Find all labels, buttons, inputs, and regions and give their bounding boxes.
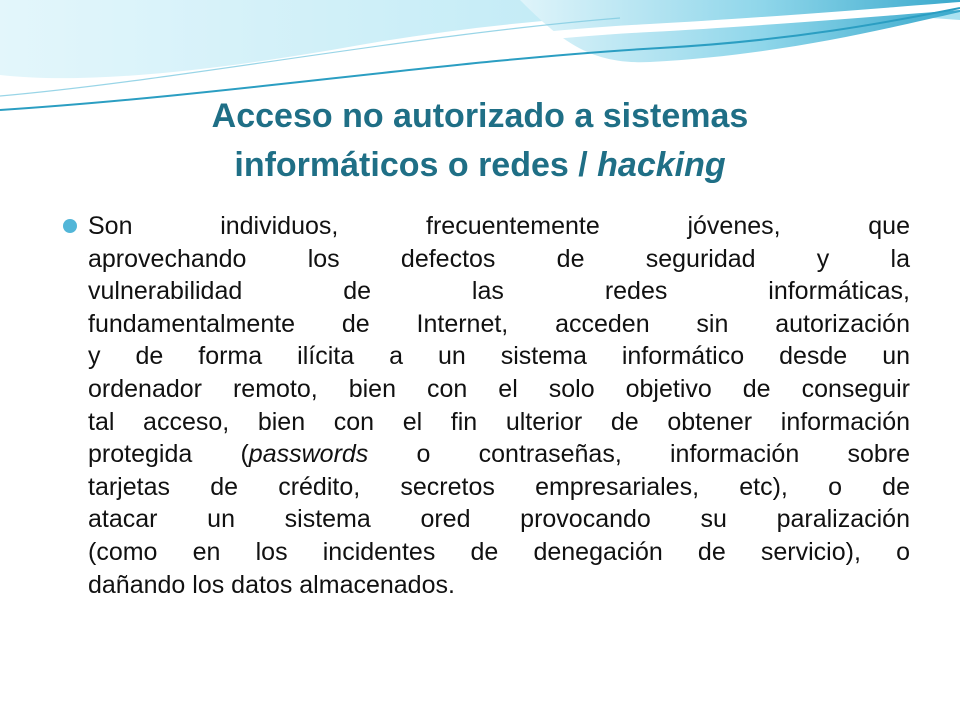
title-line-1: Acceso no autorizado a sistemas <box>211 97 749 135</box>
title-line-2-text: informáticos o redes / <box>234 146 598 184</box>
slide-title <box>120 92 840 190</box>
bullet-text-line: dañando los datos almacenados. <box>88 570 455 599</box>
bullet-text-segment: protegida ( <box>88 440 249 469</box>
bullet-text-line: atacar un sistema ored provocando su paralización <box>88 505 910 534</box>
bullet-text-line: tarjetas de crédito, secretos empresariales, etc), o de <box>88 472 910 501</box>
bullet-text-segment: o contraseñas, información sobre <box>368 440 910 469</box>
title-line-2-italic: hacking <box>597 146 726 184</box>
bullet-text-line: tal acceso, bien con el fin ulterior de obtener información <box>88 407 910 436</box>
bullet-marker <box>63 219 77 233</box>
bullet-text-line: ordenador remoto, bien con el solo objetivo de conseguir <box>88 374 910 403</box>
bullet-text-italic: passwords <box>248 440 369 469</box>
bullet-text-line: fundamentalmente de Internet, acceden sin autorización <box>88 309 910 338</box>
title-line-2 <box>120 141 840 190</box>
bullet-text-line: (como en los incidentes de denegación de servicio), o <box>88 537 910 566</box>
bullet-text-line: y de forma ilícita a un sistema informático desde un <box>88 342 910 371</box>
bullet-text-line: Son individuos, frecuentemente jóvenes, que <box>88 212 910 240</box>
bullet-item <box>88 210 910 601</box>
bullet-text-line: vulnerabilidad de las redes informáticas, <box>88 277 910 306</box>
bullet-text-line <box>88 438 910 471</box>
bullet-text-line: aprovechando los defectos de seguridad y la <box>88 244 910 273</box>
